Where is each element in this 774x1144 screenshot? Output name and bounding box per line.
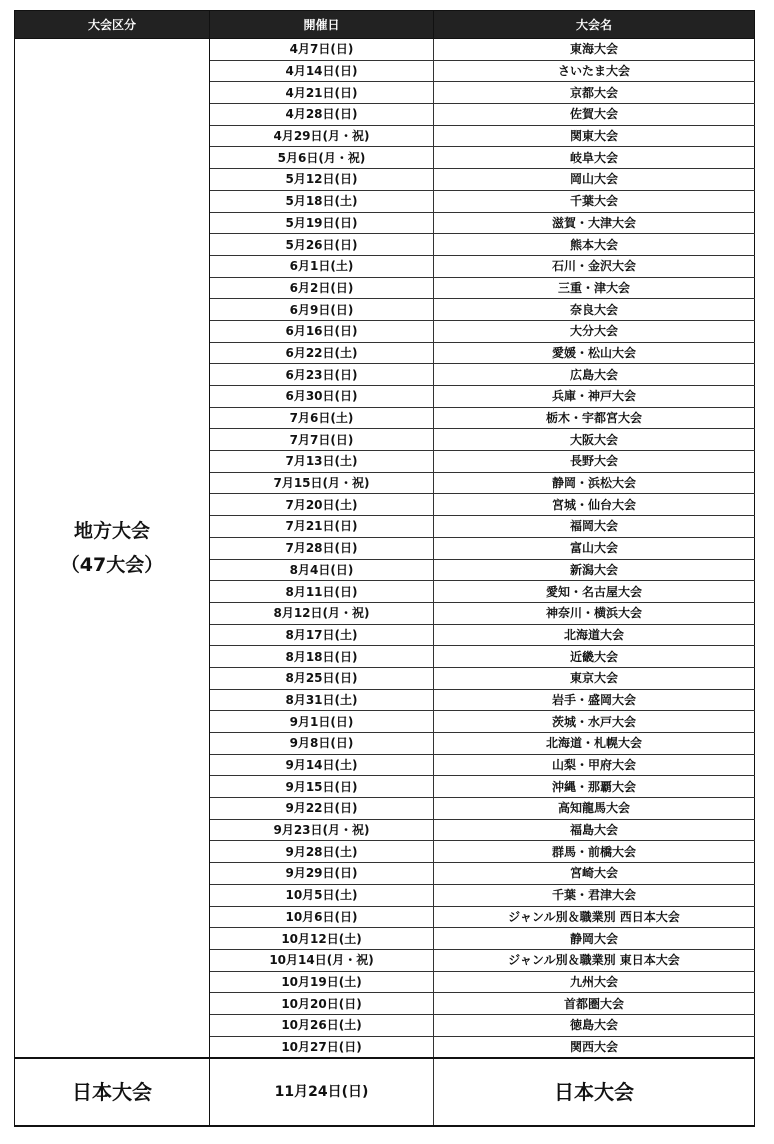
date-cell: 10月19日(土) [210, 971, 434, 993]
tournament-name-cell: 岩手・盛岡大会 [434, 689, 755, 711]
tournament-name-cell: 沖縄・那覇大会 [434, 776, 755, 798]
tournament-name-cell: 九州大会 [434, 971, 755, 993]
date-cell: 10月12日(土) [210, 928, 434, 950]
date-cell: 8月31日(土) [210, 689, 434, 711]
date-cell: 4月28日(日) [210, 104, 434, 126]
tournament-name-cell: 福岡大会 [434, 516, 755, 538]
tournament-name-cell: 宮城・仙台大会 [434, 494, 755, 516]
tournament-name-cell: 大阪大会 [434, 429, 755, 451]
final-date: 11月24日(日) [210, 1058, 434, 1126]
date-cell: 6月22日(土) [210, 342, 434, 364]
regional-count-label: （47大会） [60, 554, 164, 577]
tournament-name-cell: 北海道・札幌大会 [434, 733, 755, 755]
date-cell: 6月30日(日) [210, 386, 434, 408]
date-cell: 9月22日(日) [210, 798, 434, 820]
header-row [15, 11, 755, 39]
tournament-name-cell: 静岡大会 [434, 928, 755, 950]
tournament-name-cell: 北海道大会 [434, 624, 755, 646]
tournament-name-cell: 三重・津大会 [434, 277, 755, 299]
table-row [15, 39, 755, 61]
date-cell: 6月2日(日) [210, 277, 434, 299]
tournament-name-cell: 近畿大会 [434, 646, 755, 668]
tournament-name-cell: 栃木・宇都宮大会 [434, 407, 755, 429]
tournament-name-cell: 山梨・甲府大会 [434, 754, 755, 776]
tournament-name-cell: 神奈川・横浜大会 [434, 602, 755, 624]
date-cell: 6月9日(日) [210, 299, 434, 321]
tournament-name-cell: 兵庫・神戸大会 [434, 386, 755, 408]
date-cell: 6月23日(日) [210, 364, 434, 386]
tournament-name-cell: 岐阜大会 [434, 147, 755, 169]
date-cell: 6月1日(土) [210, 255, 434, 277]
regional-rows [15, 39, 755, 1059]
date-cell: 5月18日(土) [210, 190, 434, 212]
tournament-name-cell: さいたま大会 [434, 60, 755, 82]
date-cell: 5月12日(日) [210, 169, 434, 191]
date-cell: 9月8日(日) [210, 733, 434, 755]
header-name: 大会名 [434, 11, 755, 39]
tournament-name-cell: 富山大会 [434, 537, 755, 559]
regional-category-label: 地方大会 [73, 520, 150, 543]
date-cell: 8月17日(土) [210, 624, 434, 646]
tournament-name-cell: 福島大会 [434, 819, 755, 841]
date-cell: 8月12日(月・祝) [210, 602, 434, 624]
date-cell: 10月6日(日) [210, 906, 434, 928]
date-cell: 4月7日(日) [210, 39, 434, 61]
date-cell: 8月25日(日) [210, 667, 434, 689]
tournament-name-cell: 宮崎大会 [434, 863, 755, 885]
tournament-name-cell: 高知龍馬大会 [434, 798, 755, 820]
tournament-name-cell: 千葉・君津大会 [434, 884, 755, 906]
date-cell: 9月15日(日) [210, 776, 434, 798]
date-cell: 9月23日(月・祝) [210, 819, 434, 841]
tournament-name-cell: 広島大会 [434, 364, 755, 386]
tournament-name-cell: 静岡・浜松大会 [434, 472, 755, 494]
date-cell: 10月20日(日) [210, 993, 434, 1015]
tournament-name-cell: 千葉大会 [434, 190, 755, 212]
date-cell: 4月29日(月・祝) [210, 125, 434, 147]
date-cell: 10月14日(月・祝) [210, 949, 434, 971]
tournament-name-cell: 徳島大会 [434, 1014, 755, 1036]
tournament-name-cell: 京都大会 [434, 82, 755, 104]
date-cell: 7月15日(月・祝) [210, 472, 434, 494]
tournament-name-cell: 東京大会 [434, 667, 755, 689]
date-cell: 7月13日(土) [210, 451, 434, 473]
date-cell: 7月28日(日) [210, 537, 434, 559]
date-cell: 4月21日(日) [210, 82, 434, 104]
tournament-name-cell: 愛知・名古屋大会 [434, 581, 755, 603]
date-cell: 7月7日(日) [210, 429, 434, 451]
tournament-name-cell: ジャンル別＆職業別 西日本大会 [434, 906, 755, 928]
tournament-name-cell: ジャンル別＆職業別 東日本大会 [434, 949, 755, 971]
tournament-name-cell: 愛媛・松山大会 [434, 342, 755, 364]
date-cell: 9月29日(日) [210, 863, 434, 885]
date-cell: 7月21日(日) [210, 516, 434, 538]
date-cell: 5月26日(日) [210, 234, 434, 256]
regional-category-cell [15, 39, 210, 1059]
final-name: 日本大会 [434, 1058, 755, 1126]
date-cell: 10月27日(日) [210, 1036, 434, 1058]
header-date: 開催日 [210, 11, 434, 39]
tournament-name-cell: 大分大会 [434, 320, 755, 342]
date-cell: 9月28日(土) [210, 841, 434, 863]
tournament-name-cell: 熊本大会 [434, 234, 755, 256]
tournament-name-cell: 石川・金沢大会 [434, 255, 755, 277]
date-cell: 8月18日(日) [210, 646, 434, 668]
tournament-schedule-table [14, 10, 755, 1127]
date-cell: 4月14日(日) [210, 60, 434, 82]
tournament-name-cell: 佐賀大会 [434, 104, 755, 126]
date-cell: 7月20日(土) [210, 494, 434, 516]
date-cell: 10月5日(土) [210, 884, 434, 906]
header-category: 大会区分 [15, 11, 210, 39]
tournament-name-cell: 首都圏大会 [434, 993, 755, 1015]
tournament-name-cell: 関東大会 [434, 125, 755, 147]
tournament-name-cell: 奈良大会 [434, 299, 755, 321]
date-cell: 8月11日(日) [210, 581, 434, 603]
date-cell: 6月16日(日) [210, 320, 434, 342]
date-cell: 9月1日(日) [210, 711, 434, 733]
date-cell: 7月6日(土) [210, 407, 434, 429]
date-cell: 8月4日(日) [210, 559, 434, 581]
tournament-name-cell: 新潟大会 [434, 559, 755, 581]
tournament-name-cell: 滋賀・大津大会 [434, 212, 755, 234]
tournament-name-cell: 茨城・水戸大会 [434, 711, 755, 733]
date-cell: 5月19日(日) [210, 212, 434, 234]
tournament-name-cell: 長野大会 [434, 451, 755, 473]
tournament-name-cell: 群馬・前橋大会 [434, 841, 755, 863]
tournament-name-cell: 岡山大会 [434, 169, 755, 191]
final-category: 日本大会 [15, 1058, 210, 1126]
final-row [15, 1058, 755, 1126]
date-cell: 10月26日(土) [210, 1014, 434, 1036]
tournament-name-cell: 東海大会 [434, 39, 755, 61]
date-cell: 9月14日(土) [210, 754, 434, 776]
tournament-name-cell: 関西大会 [434, 1036, 755, 1058]
date-cell: 5月6日(月・祝) [210, 147, 434, 169]
